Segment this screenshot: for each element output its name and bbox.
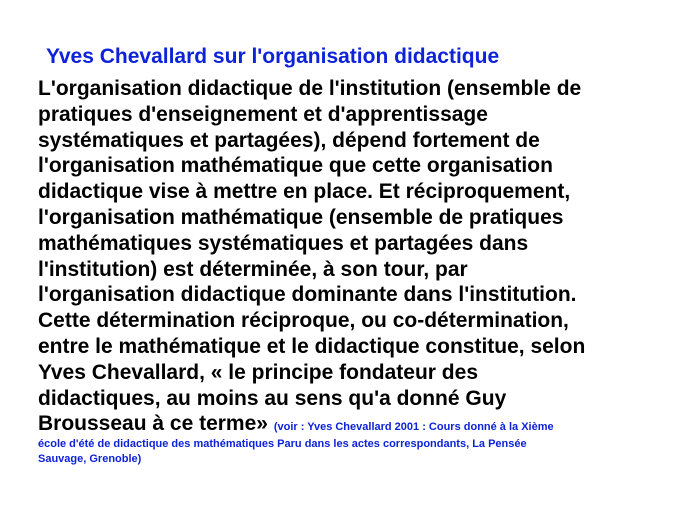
citation-part-3: Sauvage, Grenoble) xyxy=(38,453,142,466)
body-line: l'organisation mathématique que cette organisation xyxy=(38,154,553,178)
body-line: mathématiques systématiques et partagées dans xyxy=(38,231,529,255)
body-line: l'organisation didactique dominante dans l'institution. xyxy=(38,283,577,307)
slide-title: Yves Chevallard sur l'organisation didactique xyxy=(46,45,500,68)
body-line: L'organisation didactique de l'institution (ensemble de xyxy=(38,77,582,100)
body-last-line-text: Brousseau à ce terme» xyxy=(38,412,268,436)
citation-part-2: école d'été de didactique des mathématiques Paru dans les actes correspondants, La Pensée xyxy=(38,438,527,451)
slide-body xyxy=(38,76,658,467)
body-line: Cette détermination réciproque, ou co-détermination, xyxy=(38,309,569,333)
body-line: Yves Chevallard, « le principe fondateur des xyxy=(38,360,478,384)
body-line: didactiques, au moins au sens qu'a donné Guy xyxy=(38,386,507,410)
citation-part-1: (voir : Yves Chevallard 2001 : Cours donné à la Xième xyxy=(273,421,554,434)
body-line: systématiques et partagées), dépend fortement de xyxy=(38,128,540,152)
body-last-line xyxy=(38,411,658,437)
body-line: l'institution) est déterminée, à son tour, par xyxy=(38,257,468,281)
body-line: entre le mathématique et le didactique constitue, selon xyxy=(38,334,586,358)
body-line: didactique vise à mettre en place. Et réciproquement, xyxy=(38,180,571,204)
body-line: l'organisation mathématique (ensemble de pratiques xyxy=(38,205,564,229)
body-line: pratiques d'enseignement et d'apprentissage xyxy=(38,102,488,126)
